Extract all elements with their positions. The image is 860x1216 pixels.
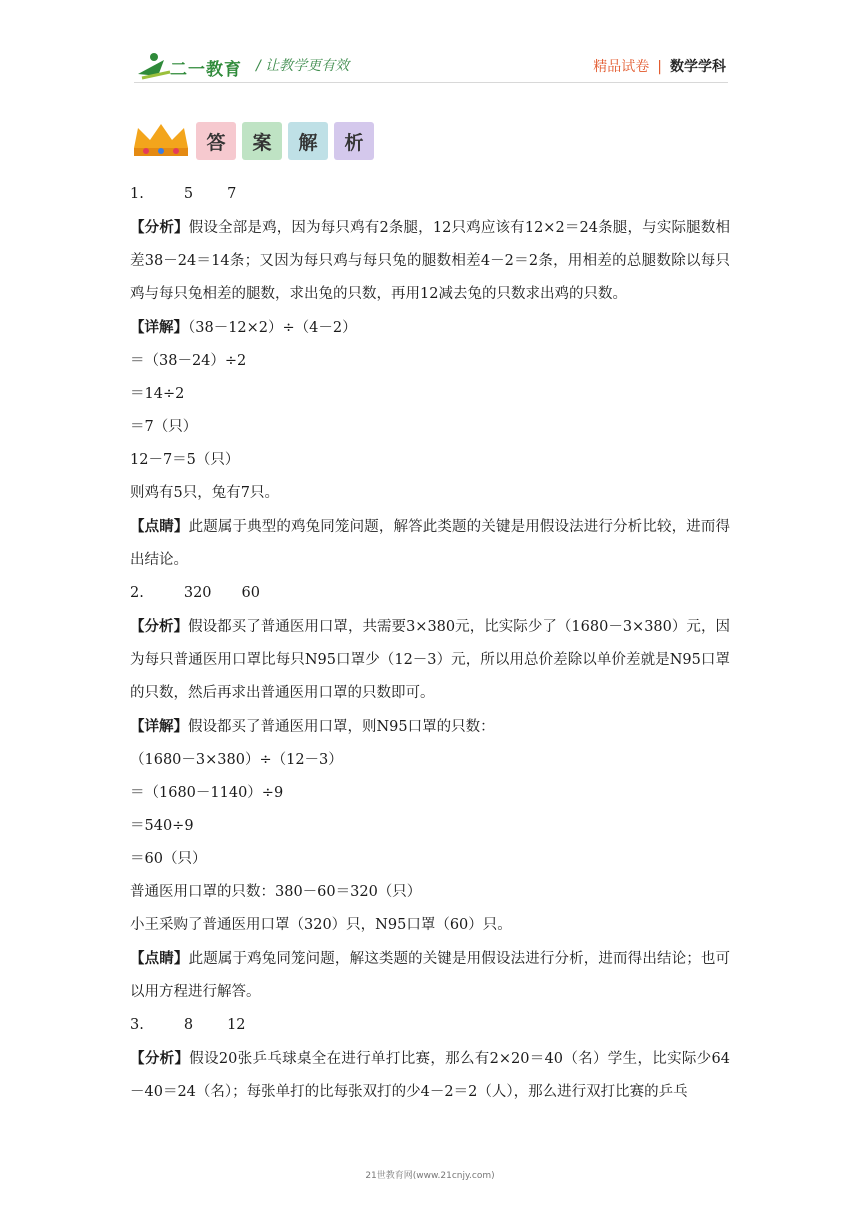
q2-analysis-text: 假设都买了普通医用口罩，共需要3×380元，比实际少了（1680－3×380）元，因为每只普通医用口罩比每只N95口罩少（12－3）元，所以用总价差除以单价差就是N95口罩的只数，然后再求出普通医用口罩的只数即可。 [130,619,730,701]
q2-detail-line-4: ＝60（只） [130,851,207,867]
q2-detail-first [130,710,730,744]
banner-char-3: 解 [288,122,328,160]
banner-char-2: 案 [242,122,282,160]
q3-answer-line [130,1009,730,1042]
crown-icon [130,118,192,162]
q3-analysis [130,1042,730,1109]
q2-detail-tag: 【详解】 [130,718,188,735]
q1-detail-tag: 【详解】 [130,319,188,336]
q1-analysis-text: 假设全部是鸡，因为每只鸡有2条腿，12只鸡应该有12×2＝24条腿，与实际腿数相差38－24＝14条；又因为每只鸡与每只兔的腿数相差4－2＝2条，用相差的总腿数除以每只鸡与每只兔相差的腿数，求出兔的只数，再用12减去兔的只数求出鸡的只数。 [130,220,731,302]
header-label-subject: 数学学科 [670,59,726,75]
q2-answer-2: 60 [241,585,260,601]
page-header [0,0,860,90]
banner-char-1: 答 [196,122,236,160]
q2-detail-first-text: 假设都买了普通医用口罩，则N95口罩的只数： [188,719,495,735]
q1-detail-line-2: ＝（38－24）÷2 [130,353,247,369]
q1-answer-2: 7 [227,186,237,202]
q2-comment-tag: 【点睛】 [130,950,189,967]
q2-detail-line-6: 小王采购了普通医用口罩（320）只，N95口罩（60）只。 [130,917,512,933]
slogan: / 让教学更有效 [256,58,350,74]
q2-number: 2. [130,585,144,601]
q1-detail-text-1: （38－12×2）÷（4－2） [188,320,357,336]
q1-number: 1. [130,186,144,202]
header-separator: | [657,59,662,75]
q1-analysis-tag: 【分析】 [130,219,189,236]
q1-analysis [130,211,730,311]
q2-detail-line-2: ＝（1680－1140）÷9 [130,785,284,801]
q3-number: 3. [130,1017,144,1033]
q1-answer-1: 5 [183,186,194,202]
q1-answer-line [130,178,730,211]
q2-detail-line-1: （1680－3×380）÷（12－3） [130,752,343,768]
header-label-premium: 精品试卷 [593,59,650,75]
q1-comment [130,510,730,577]
answer-banner [130,118,390,162]
q1-detail-line-6: 则鸡有5只，兔有7只。 [130,485,279,501]
logo-text: 二一教育 [170,60,242,80]
q2-comment-text: 此题属于鸡兔同笼问题，解这类题的关键是用假设法进行分析，进而得出结论；也可以用方程进行解答。 [130,951,731,1000]
q1-detail-line-1 [130,311,730,345]
q2-comment [130,942,730,1009]
q3-answer-1: 8 [183,1017,194,1033]
header-divider [134,82,728,83]
q2-answer-line [130,577,730,610]
q2-detail-line-5: 普通医用口罩的只数：380－60＝320（只） [130,884,422,900]
q2-analysis-tag: 【分析】 [130,618,189,635]
banner-char-4: 析 [334,122,374,160]
page-footer: 21世教育网(www.21cnjy.com) [365,1171,495,1181]
q3-analysis-tag: 【分析】 [130,1050,190,1067]
answer-content [130,178,730,1109]
q2-analysis [130,610,730,710]
q3-analysis-text: 假设20张乒乓球桌全在进行单打比赛，那么有2×20＝40（名）学生，比实际少64－40＝24（名）；每张单打的比每张双打的少4－2＝2（人），那么进行双打比赛的乒乓 [130,1051,730,1100]
q1-comment-text: 此题属于典型的鸡兔同笼问题，解答此类题的关键是用假设法进行分析比较，进而得出结论。 [130,519,731,568]
q2-detail-line-3: ＝540÷9 [130,818,194,834]
q3-answer-2: 12 [227,1017,246,1033]
q1-detail-line-4: ＝7（只） [130,419,198,435]
q1-comment-tag: 【点睛】 [130,518,189,535]
q1-detail-line-5: 12－7＝5（只） [130,452,240,468]
q1-detail-line-3: ＝14÷2 [130,386,185,402]
q2-answer-1: 320 [183,585,212,601]
header-right [593,56,726,76]
